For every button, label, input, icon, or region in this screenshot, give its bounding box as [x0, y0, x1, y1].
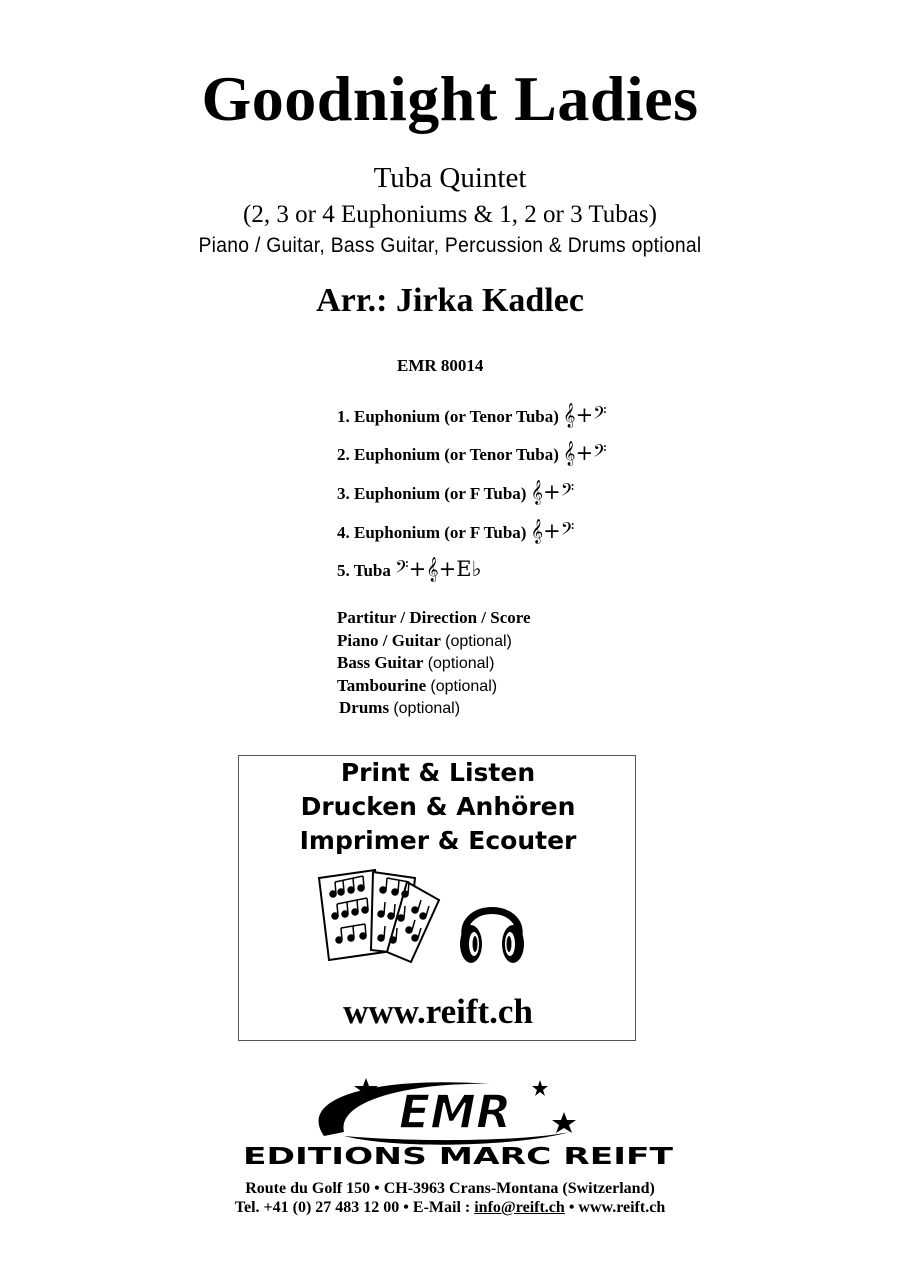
- emr-name: EDITIONS MARC REIFT: [243, 1144, 674, 1170]
- clef-icon: 𝄢+𝄞+E♭: [395, 557, 482, 581]
- subtitle: Tuba Quintet: [373, 162, 527, 194]
- print-listen-box: [238, 755, 636, 1041]
- promo-line-de: Drucken & Anhören: [300, 792, 576, 821]
- footer-web[interactable]: • www.reift.ch: [564, 1199, 666, 1216]
- footer-tel: Tel. +41 (0) 27 483 12 00 • E-Mail :: [234, 1199, 475, 1216]
- headphones-icon: [457, 888, 527, 968]
- clef-icon: 𝄞+𝄢: [563, 403, 607, 427]
- svg-text:EMR: EMR: [398, 1085, 512, 1139]
- part-label: 5. Tuba: [337, 561, 391, 580]
- extra-item: [337, 608, 531, 628]
- part-item: [337, 441, 607, 466]
- clef-icon: 𝄞+𝄢: [563, 441, 607, 465]
- arranger: Arr.: Jirka Kadlec: [316, 282, 584, 319]
- part-label: 1. Euphonium (or Tenor Tuba): [337, 407, 559, 426]
- extra-name: Tambourine: [337, 676, 427, 695]
- extra-name: Bass Guitar: [337, 653, 424, 672]
- catalog-number: EMR 80014: [397, 356, 484, 375]
- part-item: [337, 403, 607, 428]
- optional-instruments-line: Piano / Guitar, Bass Guitar, Percussion & Drums optional: [198, 234, 702, 257]
- extra-item: [337, 631, 512, 651]
- extra-name: Drums: [339, 698, 390, 717]
- extra-note: (optional): [427, 655, 495, 672]
- website-link[interactable]: www.reift.ch: [343, 992, 533, 1031]
- part-item: [337, 557, 481, 582]
- part-item: [337, 519, 574, 544]
- sheet-music-icon: [315, 866, 445, 966]
- emr-mark: [399, 1085, 512, 1139]
- extra-note: (optional): [430, 678, 498, 695]
- part-label: 3. Euphonium (or F Tuba): [337, 484, 527, 503]
- emr-logo: [240, 1076, 680, 1171]
- page-title: Goodnight Ladies: [201, 63, 699, 134]
- extra-item: [337, 653, 494, 673]
- clef-icon: 𝄞+𝄢: [530, 480, 575, 504]
- extra-note: (optional): [445, 633, 512, 650]
- part-label: 4. Euphonium (or F Tuba): [337, 523, 527, 542]
- extra-note: (optional): [393, 700, 461, 717]
- footer-contact: [0, 1199, 900, 1217]
- email-link[interactable]: info@reift.ch: [474, 1199, 565, 1216]
- promo-line-fr: Imprimer & Ecouter: [299, 826, 577, 855]
- extra-item: [339, 698, 460, 718]
- extra-name: Partitur / Direction / Score: [337, 608, 531, 627]
- extra-name: Piano / Guitar: [337, 631, 441, 650]
- clef-icon: 𝄞+𝄢: [530, 519, 575, 543]
- footer-address: Route du Golf 150 • CH-3963 Crans-Montana (Switzerland): [245, 1180, 655, 1197]
- logo-swoosh: [240, 1076, 680, 1171]
- part-label: 2. Euphonium (or Tenor Tuba): [337, 445, 559, 464]
- promo-line-en: Print & Listen: [340, 758, 536, 787]
- part-item: [337, 480, 574, 505]
- extra-item: [337, 676, 497, 696]
- instrumentation: (2, 3 or 4 Euphoniums & 1, 2 or 3 Tubas): [243, 201, 657, 228]
